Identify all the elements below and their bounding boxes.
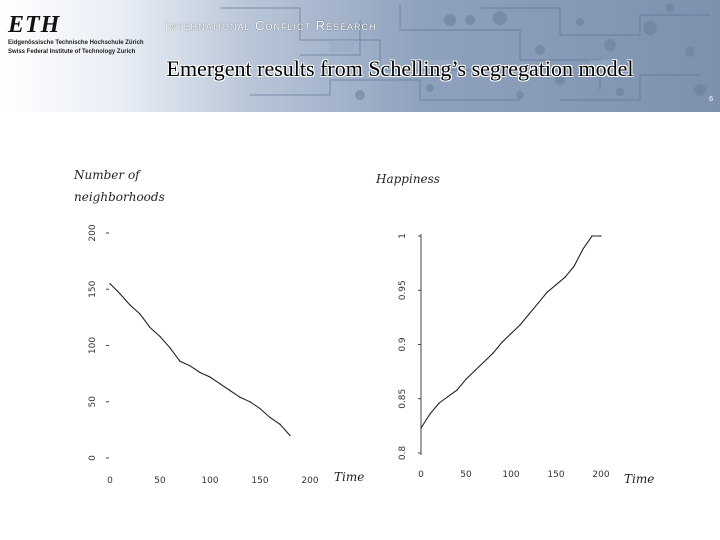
neighborhoods-data-point (239, 397, 240, 398)
happiness-data-point (501, 342, 502, 343)
happiness-xtick-label: 100 (502, 470, 520, 480)
neighborhoods-ytick-label: 50 (88, 396, 98, 408)
chart1-xlabel: Time (334, 470, 365, 484)
eth-logo: ETH (8, 12, 61, 38)
neighborhoods-xtick-label: 0 (107, 476, 113, 486)
neighborhoods-data-point (279, 424, 280, 425)
neighborhoods-data-point (259, 408, 260, 409)
neighborhoods-xtick-label: 200 (301, 476, 319, 486)
happiness-data-point (591, 235, 592, 236)
happiness-ytick-label: 0.8 (398, 445, 408, 461)
chart1-ylabel: Number of neighborhoods (74, 168, 165, 204)
happiness-data-point (555, 284, 556, 285)
page-title: Emergent results from Schelling’s segregation model (166, 56, 634, 81)
happiness-data-point (474, 370, 475, 371)
happiness-data-point (519, 324, 520, 325)
neighborhoods-data-point (289, 435, 290, 436)
org-name: International Conflict Research (165, 18, 377, 33)
happiness-data-point (492, 353, 493, 354)
happiness-data-point (564, 277, 565, 278)
neighborhoods-data-point (209, 376, 210, 377)
chart2-title: Happiness (376, 172, 440, 186)
happiness-data-point (429, 413, 430, 414)
happiness-data-point (537, 303, 538, 304)
neighborhoods-xtick-label: 150 (251, 476, 269, 486)
happiness-ytick-label: 0.95 (398, 280, 408, 301)
neighborhoods-data-point (269, 417, 270, 418)
happiness-data-point (483, 361, 484, 362)
neighborhoods-data-point (139, 313, 140, 314)
neighborhoods-data-point (219, 383, 220, 384)
happiness-ytick-label: 0.85 (398, 388, 408, 409)
happiness-data-point (510, 333, 511, 334)
neighborhoods-xtick-label: 50 (154, 476, 166, 486)
chart2-xlabel: Time (624, 472, 655, 486)
neighborhoods-data-point (189, 365, 190, 366)
eth-name-german: Eidgenössische Technische Hochschule Zürich (8, 40, 144, 46)
neighborhoods-data-point (249, 401, 250, 402)
happiness-data-point (582, 248, 583, 249)
slide-number: 6 (709, 96, 713, 103)
happiness-xtick-label: 200 (592, 470, 610, 480)
happiness-data-point (465, 379, 466, 380)
neighborhoods-data-point (129, 304, 130, 305)
neighborhoods-xtick-label: 100 (201, 476, 219, 486)
happiness-data-point (456, 389, 457, 390)
happiness-ytick-label: 0.9 (398, 337, 408, 352)
happiness-data-point (528, 314, 529, 315)
happiness-data-point (438, 402, 439, 403)
neighborhoods-data-point (149, 327, 150, 328)
neighborhoods-data-point (229, 390, 230, 391)
neighborhoods-data-point (169, 347, 170, 348)
neighborhoods-series-line (110, 284, 290, 436)
happiness-data-point (600, 235, 601, 236)
neighborhoods-data-point (159, 336, 160, 337)
happiness-xtick-label: 50 (460, 470, 472, 480)
happiness-data-point (420, 427, 421, 428)
neighborhoods-data-point (109, 283, 110, 284)
happiness-data-point (573, 266, 574, 267)
happiness-series-line (421, 236, 601, 428)
happiness-data-point (447, 396, 448, 397)
neighborhoods-data-point (119, 293, 120, 294)
neighborhoods-ytick-label: 150 (88, 280, 98, 298)
happiness-xtick-label: 150 (547, 470, 565, 480)
neighborhoods-data-point (199, 372, 200, 373)
happiness-xtick-label: 0 (418, 470, 424, 480)
neighborhoods-ytick-label: 100 (88, 336, 98, 355)
neighborhoods-ytick-label: 0 (88, 455, 98, 461)
neighborhoods-data-point (179, 361, 180, 362)
eth-name-english: Swiss Federal Institute of Technology Zurich (8, 49, 136, 55)
neighborhoods-ytick-label: 200 (88, 224, 98, 242)
happiness-ytick-label: 1 (398, 233, 408, 239)
happiness-data-point (546, 292, 547, 293)
